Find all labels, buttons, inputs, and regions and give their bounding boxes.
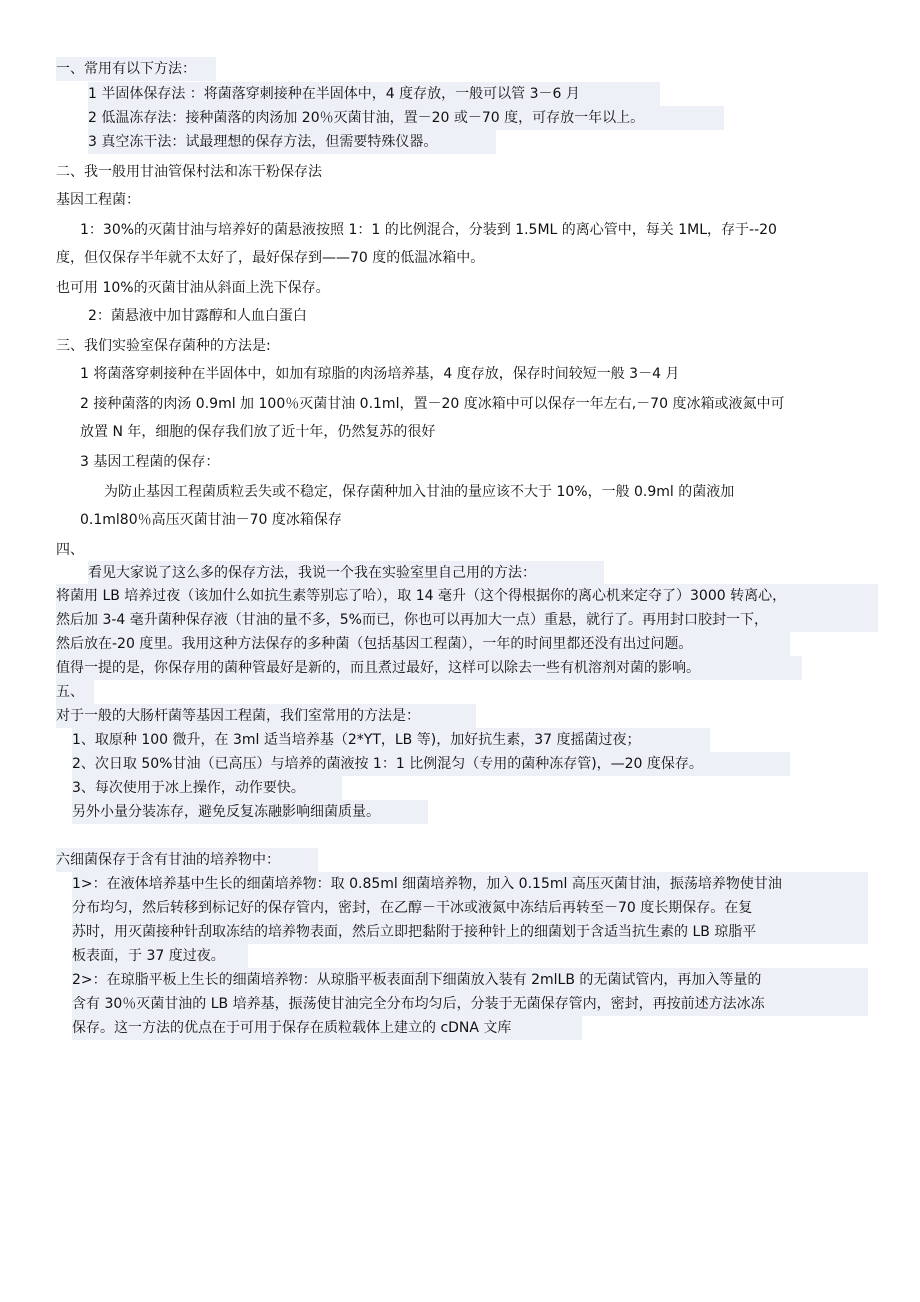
text-line: 看见大家说了这么多的保存方法，我说一个我在实验室里自己用的方法： <box>88 561 604 585</box>
text-line: 1>：在液体培养基中生长的细菌培养物：取 0.85ml 细菌培养物，加入 0.15ml 高压灭菌甘油，振荡培养物使甘油 <box>72 872 868 896</box>
text-line: 六细菌保存于含有甘油的培养物中： <box>56 848 318 872</box>
text-line: 分布均匀，然后转移到标记好的保存管内，密封，在乙醇－干冰或液氮中冻结后再转至－70 度长期保存。在复 <box>72 896 868 920</box>
text-line: 2 低温冻存法：接种菌落的肉汤加 20％灭菌甘油，置－20 或－70 度，可存放一年以上。 <box>88 106 724 130</box>
text-line: 放置 N 年，细胞的保存我们放了近十年，仍然复苏的很好 <box>80 424 436 440</box>
text-line: 一、常用有以下方法： <box>56 57 216 81</box>
text-line: 度，但仅保存半年就不太好了，最好保存到——70 度的低温冰箱中。 <box>56 250 485 266</box>
text-line: 2、次日取 50%甘油（已高压）与培养的菌液按 1：1 比例混匀（专用的菌种冻存管)，—20 度保存。 <box>72 752 790 776</box>
text-line: 含有 30％灭菌甘油的 LB 培养基，振荡使甘油完全分布均匀后，分装于无菌保存管内，密封，再按前述方法冰冻 <box>72 992 868 1016</box>
text-line: 0.1ml80％高压灭菌甘油－70 度冰箱保存 <box>80 512 342 528</box>
text-line: 二、我一般用甘油管保村法和冻干粉保存法 <box>56 164 322 180</box>
text-line: 2 接种菌落的肉汤 0.9ml 加 100％灭菌甘油 0.1ml，置－20 度冰箱中可以保存一年左右,－70 度冰箱或液氮中可 <box>80 396 785 412</box>
text-line: 1、取原种 100 微升，在 3ml 适当培养基（2*YT，LB 等)，加好抗生素，37 度摇菌过夜； <box>72 728 710 752</box>
text-line: 保存。这一方法的优点在于可用于保存在质粒载体上建立的 cDNA 文库 <box>72 1016 582 1040</box>
text-line: 然后放在-20 度里。我用这种方法保存的多种菌（包括基因工程菌），一年的时间里都还没有出过问题。 <box>56 632 790 656</box>
text-line: 3 基因工程菌的保存： <box>80 454 220 470</box>
text-line: 然后加 3-4 毫升菌种保存液（甘油的量不多，5%而已，你也可以再加大一点）重悬，就行了。再用封口胶封一下， <box>56 608 878 632</box>
text-line: 苏时，用灭菌接种针刮取冻结的培养物表面，然后立即把黏附于接种针上的细菌划于含适当抗生素的 LB 琼脂平 <box>72 920 868 944</box>
text-line: 板表面，于 37 度过夜。 <box>72 944 248 968</box>
text-line: 也可用 10%的灭菌甘油从斜面上洗下保存。 <box>56 280 330 296</box>
text-line: 3 真空冻干法：试最理想的保存方法，但需要特殊仪器。 <box>88 130 496 154</box>
text-line: 将菌用 LB 培养过夜（该加什么如抗生素等别忘了哈），取 14 毫升（这个得根据你的离心机来定夺了）3000 转离心， <box>56 584 878 608</box>
text-line: 对于一般的大肠杆菌等基因工程菌，我们室常用的方法是： <box>56 704 476 728</box>
text-line: 2>：在琼脂平板上生长的细菌培养物：从琼脂平板表面刮下细菌放入装有 2mlLB 的无菌试管内，再加入等量的 <box>72 968 868 992</box>
text-line: 1：30%的灭菌甘油与培养好的菌悬液按照 1：1 的比例混合，分装到 1.5ML 的离心管中，每关 1ML，存于--20 <box>80 222 777 238</box>
text-line: 五、 <box>56 680 94 704</box>
text-line: 另外小量分装冻存，避免反复冻融影响细菌质量。 <box>72 800 428 824</box>
text-line: 基因工程菌： <box>56 192 140 208</box>
text-line: 2：菌悬液中加甘露醇和人血白蛋白 <box>88 308 307 324</box>
text-line: 3、每次使用于冰上操作，动作要快。 <box>72 776 342 800</box>
text-line: 为防止基因工程菌质粒丢失或不稳定，保存菌种加入甘油的量应该不大于 10%，一般 0.9ml 的菌液加 <box>104 484 735 500</box>
text-line: 值得一提的是，你保存用的菌种管最好是新的，而且煮过最好，这样可以除去一些有机溶剂对菌的影响。 <box>56 656 802 680</box>
text-line: 四、 <box>56 542 84 558</box>
text-line: 三、我们实验室保存菌种的方法是: <box>56 338 271 354</box>
text-line: 1 将菌落穿刺接种在半固体中，如加有琼脂的肉汤培养基，4 度存放，保存时间较短一般 3－4 月 <box>80 366 680 382</box>
text-line: 1 半固体保存法 ：将菌落穿刺接种在半固体中，4 度存放，一般可以管 3－6 月 <box>88 82 660 106</box>
